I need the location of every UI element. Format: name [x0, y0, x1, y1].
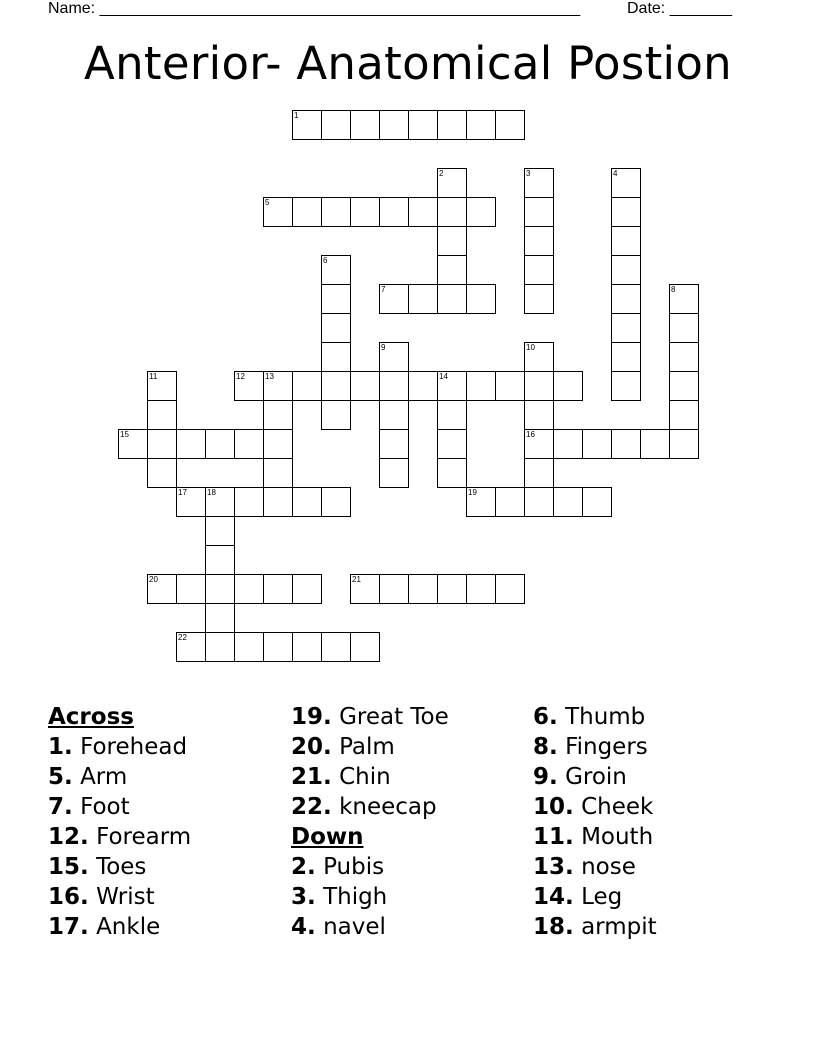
crossword-cell[interactable]	[437, 429, 467, 459]
clue-column-3	[533, 702, 657, 942]
crossword-cell[interactable]	[466, 110, 496, 140]
clue-number: 15.	[48, 854, 89, 880]
crossword-cell[interactable]	[263, 429, 293, 459]
crossword-cell[interactable]	[582, 487, 612, 517]
crossword-cell[interactable]	[524, 429, 554, 459]
crossword-cell[interactable]	[379, 197, 409, 227]
name-field-line[interactable]: Name: ______________________________________________________	[48, 0, 581, 17]
crossword-cell[interactable]	[611, 168, 641, 198]
crossword-cell[interactable]	[437, 168, 467, 198]
crossword-cell[interactable]	[321, 110, 351, 140]
clue-text: Cheek	[581, 794, 654, 820]
down-clue	[291, 852, 449, 882]
crossword-cell[interactable]	[524, 168, 554, 198]
crossword-cell[interactable]	[495, 487, 525, 517]
clue-text: Arm	[80, 764, 128, 790]
crossword-cell[interactable]	[379, 371, 409, 401]
crossword-cell[interactable]	[263, 487, 293, 517]
across-clue	[48, 732, 191, 762]
clue-number: 14.	[533, 884, 574, 910]
crossword-cell[interactable]	[321, 371, 351, 401]
across-clue	[48, 852, 191, 882]
clue-column-1	[48, 702, 191, 942]
cell-number: 17	[178, 488, 187, 497]
cell-number: 7	[381, 285, 386, 294]
crossword-cell[interactable]	[524, 487, 554, 517]
clue-number: 21.	[291, 764, 332, 790]
clue-text: armpit	[581, 914, 657, 940]
crossword-cell[interactable]	[640, 429, 670, 459]
crossword-cell[interactable]	[495, 110, 525, 140]
crossword-cell[interactable]	[118, 429, 148, 459]
crossword-cell[interactable]	[321, 487, 351, 517]
crossword-cell[interactable]	[466, 284, 496, 314]
crossword-cell[interactable]	[321, 284, 351, 314]
cell-number: 3	[526, 169, 531, 178]
date-field-line[interactable]: Date: _______	[627, 0, 732, 17]
crossword-cell[interactable]	[292, 197, 322, 227]
crossword-cell[interactable]	[234, 574, 264, 604]
crossword-cell[interactable]	[205, 545, 235, 575]
crossword-cell[interactable]	[437, 574, 467, 604]
crossword-cell[interactable]	[147, 429, 177, 459]
crossword-cell[interactable]	[263, 197, 293, 227]
crossword-cell[interactable]	[176, 632, 206, 662]
crossword-cell[interactable]	[350, 632, 380, 662]
crossword-cell[interactable]	[321, 255, 351, 285]
crossword-cell[interactable]	[350, 574, 380, 604]
crossword-cell[interactable]	[669, 429, 699, 459]
crossword-cell[interactable]	[611, 429, 641, 459]
cell-number: 2	[439, 169, 444, 178]
crossword-cell[interactable]	[524, 284, 554, 314]
clue-text: kneecap	[339, 794, 437, 820]
crossword-cell[interactable]	[263, 400, 293, 430]
clue-text: Forehead	[80, 734, 188, 760]
cell-number: 14	[439, 372, 448, 381]
crossword-cell[interactable]	[234, 487, 264, 517]
crossword-cell[interactable]	[437, 371, 467, 401]
crossword-cell[interactable]	[669, 342, 699, 372]
across-clue	[291, 792, 449, 822]
clue-text: Mouth	[581, 824, 654, 850]
crossword-cell[interactable]	[524, 400, 554, 430]
across-clue	[48, 762, 191, 792]
clue-text: Foot	[80, 794, 130, 820]
clue-number: 9.	[533, 764, 558, 790]
crossword-cell[interactable]	[263, 458, 293, 488]
crossword-cell[interactable]	[495, 574, 525, 604]
clue-number: 6.	[533, 704, 558, 730]
down-clue	[533, 822, 657, 852]
crossword-cell[interactable]	[147, 400, 177, 430]
across-clue	[291, 732, 449, 762]
down-clue	[533, 732, 657, 762]
crossword-cell[interactable]	[321, 313, 351, 343]
crossword-cell[interactable]	[495, 371, 525, 401]
cell-number: 6	[323, 256, 328, 265]
crossword-cell[interactable]	[176, 574, 206, 604]
crossword-cell[interactable]	[379, 574, 409, 604]
clue-column-2	[291, 702, 449, 942]
crossword-cell[interactable]	[234, 632, 264, 662]
crossword-cell[interactable]	[553, 371, 583, 401]
crossword-cell[interactable]	[524, 371, 554, 401]
down-clue	[291, 882, 449, 912]
crossword-cell[interactable]	[611, 255, 641, 285]
clue-text: Great Toe	[339, 704, 449, 730]
crossword-cell[interactable]	[524, 226, 554, 256]
crossword-cell[interactable]	[379, 342, 409, 372]
across-clue	[291, 762, 449, 792]
crossword-cell[interactable]	[669, 400, 699, 430]
down-clue	[533, 762, 657, 792]
clue-number: 22.	[291, 794, 332, 820]
cell-number: 19	[468, 488, 477, 497]
crossword-cell[interactable]	[611, 371, 641, 401]
across-heading: Across	[48, 704, 134, 730]
crossword-cell[interactable]	[408, 110, 438, 140]
across-clue	[48, 882, 191, 912]
cell-number: 13	[265, 372, 274, 381]
crossword-cell[interactable]	[582, 429, 612, 459]
across-clue	[48, 792, 191, 822]
cell-number: 8	[671, 285, 676, 294]
clue-number: 8.	[533, 734, 558, 760]
crossword-cell[interactable]	[205, 574, 235, 604]
down-clue	[533, 882, 657, 912]
crossword-cell[interactable]	[147, 371, 177, 401]
crossword-cell[interactable]	[611, 197, 641, 227]
clue-number: 4.	[291, 914, 316, 940]
crossword-cell[interactable]	[292, 487, 322, 517]
down-heading: Down	[291, 824, 364, 850]
crossword-cell[interactable]	[205, 429, 235, 459]
crossword-cell[interactable]	[408, 371, 438, 401]
cell-number: 11	[149, 372, 158, 381]
clue-number: 5.	[48, 764, 73, 790]
clue-text: Palm	[339, 734, 395, 760]
cell-number: 20	[149, 575, 158, 584]
clue-text: Ankle	[96, 914, 161, 940]
clue-number: 1.	[48, 734, 73, 760]
crossword-cell[interactable]	[437, 255, 467, 285]
crossword-cell[interactable]	[350, 371, 380, 401]
crossword-cell[interactable]	[379, 429, 409, 459]
crossword-cell[interactable]	[263, 574, 293, 604]
crossword-cell[interactable]	[205, 487, 235, 517]
crossword-cell[interactable]	[147, 574, 177, 604]
crossword-cell[interactable]	[437, 284, 467, 314]
cell-number: 9	[381, 343, 386, 352]
clue-number: 16.	[48, 884, 89, 910]
crossword-cell[interactable]	[611, 284, 641, 314]
clue-number: 3.	[291, 884, 316, 910]
crossword-cell[interactable]	[321, 632, 351, 662]
clue-number: 19.	[291, 704, 332, 730]
cell-number: 1	[294, 111, 299, 120]
clue-text: Thigh	[323, 884, 388, 910]
crossword-cell[interactable]	[379, 110, 409, 140]
clue-text: Toes	[96, 854, 147, 880]
clue-number: 11.	[533, 824, 574, 850]
crossword-cell[interactable]	[408, 574, 438, 604]
crossword-cell[interactable]	[234, 429, 264, 459]
clue-text: navel	[323, 914, 386, 940]
crossword-cell[interactable]	[408, 197, 438, 227]
cell-number: 4	[613, 169, 618, 178]
clue-text: Groin	[565, 764, 627, 790]
crossword-cell[interactable]	[379, 284, 409, 314]
crossword-cell[interactable]	[321, 197, 351, 227]
clue-number: 17.	[48, 914, 89, 940]
crossword-cell[interactable]	[437, 110, 467, 140]
crossword-cell[interactable]	[263, 371, 293, 401]
crossword-cell[interactable]	[524, 197, 554, 227]
crossword-cell[interactable]	[466, 197, 496, 227]
cell-number: 15	[120, 430, 129, 439]
clue-number: 12.	[48, 824, 89, 850]
clue-number: 13.	[533, 854, 574, 880]
down-clue	[533, 702, 657, 732]
crossword-cell[interactable]	[205, 632, 235, 662]
crossword-cell[interactable]	[524, 458, 554, 488]
crossword-cell[interactable]	[350, 110, 380, 140]
crossword-cell[interactable]	[147, 458, 177, 488]
cell-number: 10	[526, 343, 535, 352]
crossword-cell[interactable]	[234, 371, 264, 401]
crossword-cell[interactable]	[263, 632, 293, 662]
crossword-cell[interactable]	[292, 371, 322, 401]
page-title: Anterior- Anatomical Postion	[84, 37, 732, 90]
crossword-cell[interactable]	[176, 429, 206, 459]
crossword-cell[interactable]	[321, 342, 351, 372]
crossword-cell[interactable]	[669, 284, 699, 314]
crossword-cell[interactable]	[553, 429, 583, 459]
crossword-cell[interactable]	[553, 487, 583, 517]
clue-text: Forearm	[96, 824, 192, 850]
crossword-cell[interactable]	[669, 371, 699, 401]
crossword-cell[interactable]	[524, 342, 554, 372]
crossword-cell[interactable]	[292, 632, 322, 662]
crossword-cell[interactable]	[466, 487, 496, 517]
clue-number: 18.	[533, 914, 574, 940]
crossword-cell[interactable]	[437, 197, 467, 227]
crossword-cell[interactable]	[350, 197, 380, 227]
across-clue	[48, 822, 191, 852]
across-clue	[291, 702, 449, 732]
cell-number: 21	[352, 575, 361, 584]
clue-text: Wrist	[96, 884, 155, 910]
crossword-cell[interactable]	[611, 226, 641, 256]
cell-number: 16	[526, 430, 535, 439]
crossword-cell[interactable]	[524, 255, 554, 285]
cell-number: 22	[178, 633, 187, 642]
crossword-cell[interactable]	[379, 458, 409, 488]
crossword-cell[interactable]	[292, 110, 322, 140]
clue-text: Leg	[581, 884, 623, 910]
clue-number: 20.	[291, 734, 332, 760]
cell-number: 12	[236, 372, 245, 381]
clue-text: nose	[581, 854, 636, 880]
crossword-cell[interactable]	[437, 226, 467, 256]
crossword-cell[interactable]	[611, 342, 641, 372]
clue-text: Thumb	[565, 704, 646, 730]
clue-text: Pubis	[323, 854, 385, 880]
down-clue	[533, 792, 657, 822]
clue-number: 10.	[533, 794, 574, 820]
crossword-cell[interactable]	[205, 603, 235, 633]
crossword-cell[interactable]	[669, 313, 699, 343]
down-clue	[533, 912, 657, 942]
crossword-cell[interactable]	[437, 458, 467, 488]
down-clue	[291, 912, 449, 942]
clue-number: 2.	[291, 854, 316, 880]
down-clue	[533, 852, 657, 882]
crossword-cell[interactable]	[466, 574, 496, 604]
crossword-cell[interactable]	[292, 574, 322, 604]
crossword-cell[interactable]	[611, 313, 641, 343]
cell-number: 18	[207, 488, 216, 497]
clue-text: Fingers	[565, 734, 648, 760]
crossword-cell[interactable]	[379, 400, 409, 430]
crossword-cell[interactable]	[408, 284, 438, 314]
crossword-cell[interactable]	[176, 487, 206, 517]
across-clue	[48, 912, 191, 942]
cell-number: 5	[265, 198, 270, 207]
crossword-cell[interactable]	[437, 400, 467, 430]
crossword-cell[interactable]	[321, 400, 351, 430]
clue-number: 7.	[48, 794, 73, 820]
clue-text: Chin	[339, 764, 391, 790]
crossword-cell[interactable]	[205, 516, 235, 546]
crossword-cell[interactable]	[466, 371, 496, 401]
